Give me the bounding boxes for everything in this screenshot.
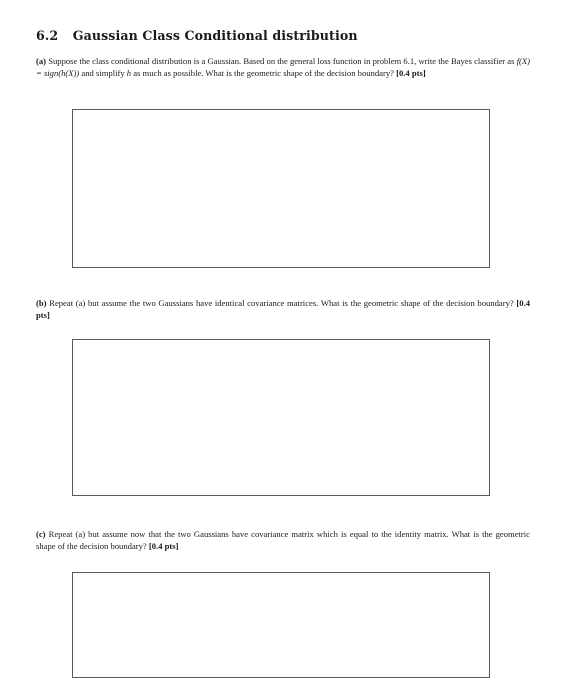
question-a-text-2: and simplify xyxy=(79,68,127,79)
question-a-text-3: as much as possible. What is the geometric shape of the decision boundary? xyxy=(131,68,397,79)
question-a xyxy=(36,55,530,79)
question-c-points: [0.4 pts] xyxy=(148,541,179,552)
question-b-text: Repeat (a) but assume the two Gaussians have identical covariance matrices. What is the geometric shape of the decision boundary? xyxy=(49,298,517,308)
question-b-points: [0.4 pts] xyxy=(36,298,531,321)
question-a-points: [0.4 pts] xyxy=(396,68,426,79)
section-title: Gaussian Class Conditional distribution xyxy=(72,28,358,43)
question-c-text: Repeat (a) but assume now that the two Gaussians have covariance matrix which is equal to the identity matrix. What is the geometric shape of the decision boundary? xyxy=(36,529,530,552)
question-a-text-1: Suppose the class conditional distribution is a Gaussian. Based on the general loss function in problem 6.1, write the Bayes classifier as xyxy=(48,56,517,66)
question-a-label: (a) xyxy=(36,56,47,66)
question-b xyxy=(36,297,530,321)
question-c-label: (c) xyxy=(36,529,46,539)
question-c xyxy=(36,528,530,552)
question-a-variable: h xyxy=(126,68,132,79)
answer-box-a[interactable] xyxy=(72,109,490,268)
question-a-formula: f(X) = sign(h(X)) xyxy=(36,56,530,79)
section-heading xyxy=(36,28,358,43)
answer-box-b[interactable] xyxy=(72,339,490,496)
answer-box-c[interactable] xyxy=(72,572,490,678)
question-b-label: (b) xyxy=(36,298,47,308)
section-number: 6.2 xyxy=(36,28,59,43)
